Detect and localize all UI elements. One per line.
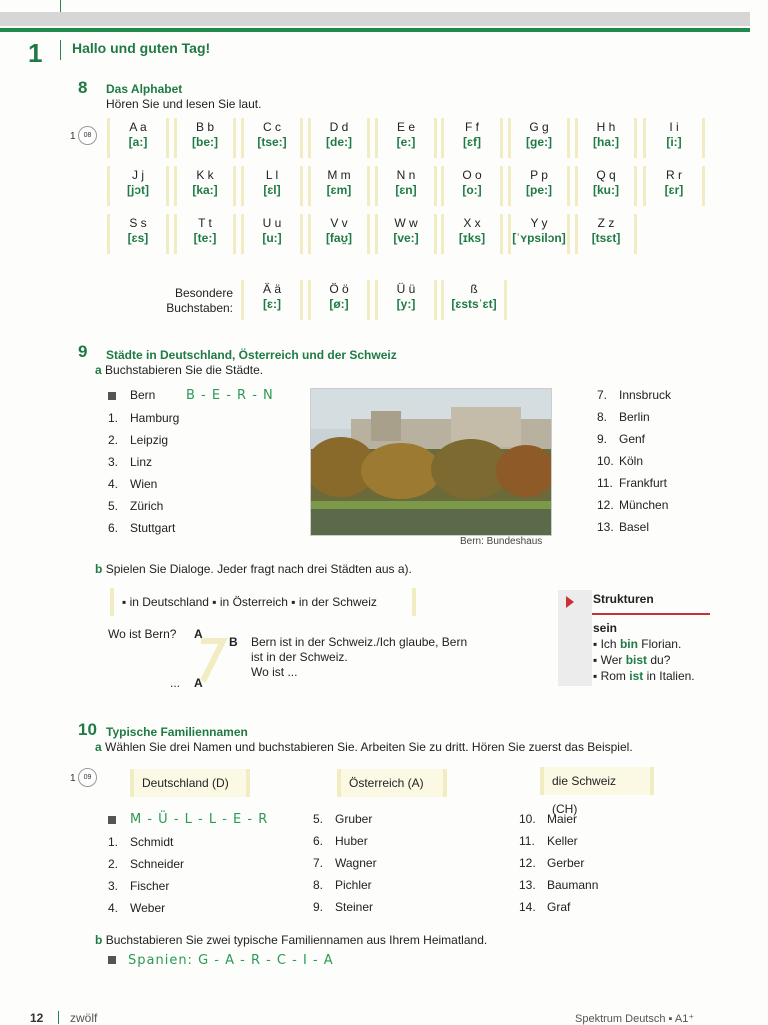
item-number: 7. — [597, 388, 608, 402]
exercise-9-number: 9 — [78, 342, 88, 361]
letter-cell — [174, 166, 236, 206]
list-item — [597, 450, 671, 472]
item-name: Schneider — [130, 857, 185, 871]
phonetic: [ɛn] — [395, 183, 417, 197]
exercise-10-title: Typische Familiennamen — [106, 725, 248, 739]
item-number: 13. — [519, 878, 536, 892]
item-name: Berlin — [619, 410, 650, 424]
item-name: Genf — [619, 432, 646, 446]
dialog-dots: ... — [170, 676, 181, 690]
list-item — [108, 875, 268, 897]
item-name: Gruber — [335, 812, 373, 826]
list-item — [519, 874, 598, 896]
names-col-1 — [108, 808, 268, 919]
special-letter-cell — [375, 280, 437, 320]
letter-cell — [375, 214, 437, 254]
exercise-9-title: Städte in Deutschland, Österreich und der Schweiz — [106, 348, 397, 362]
exercise-8-number: 8 — [78, 78, 88, 97]
structure-example — [593, 652, 695, 668]
exercise-10-number: 10 — [78, 720, 97, 739]
structure-post: in Italien. — [643, 669, 695, 683]
item-number: 9. — [313, 900, 324, 914]
phonetic: [y:] — [396, 297, 416, 311]
letter-cell — [308, 118, 370, 158]
phonetic: [o:] — [462, 183, 482, 197]
item-name: Innsbruck — [619, 388, 672, 402]
dialog-speaker-b: B — [229, 635, 238, 649]
letter-cell — [508, 118, 570, 158]
example-spelling: M - Ü - L - L - E - R — [130, 812, 269, 827]
exercise-8-title: Das Alphabet — [106, 82, 183, 96]
phonetic: [ha:] — [593, 135, 619, 149]
exercise-10b-letter: b — [95, 933, 103, 947]
item-number: 12. — [597, 498, 614, 512]
list-item — [519, 852, 598, 874]
dialog-speaker-a2: A — [194, 676, 203, 690]
chapter-title: Hallo und guten Tag! — [72, 40, 211, 56]
letter-cell — [375, 166, 437, 206]
audio-icon: 09 — [78, 768, 97, 787]
phonetic: [ɛf] — [463, 135, 481, 149]
letter-cell — [575, 118, 637, 158]
letter-cell — [241, 214, 303, 254]
list-item — [313, 808, 377, 830]
item-number: 10. — [597, 454, 614, 468]
item-name: Baumann — [547, 878, 599, 892]
letter: F f — [465, 120, 479, 134]
letter: B b — [195, 120, 214, 134]
item-name: Weber — [130, 901, 166, 915]
item-number: 6. — [108, 521, 119, 535]
list-item — [519, 830, 598, 852]
phonetic: [ɛr] — [664, 183, 684, 197]
item-name: Frankfurt — [619, 476, 668, 490]
item-number: 4. — [108, 477, 119, 491]
letter-cell — [441, 166, 503, 206]
letter-cell — [643, 118, 705, 158]
cities-left-items — [108, 407, 274, 539]
phonetic: [pe:] — [526, 183, 552, 197]
letter: Y y — [530, 216, 548, 230]
item-number: 11. — [519, 834, 535, 848]
structure-pre: ▪ Wer — [593, 653, 626, 667]
item-number: 14. — [519, 900, 536, 914]
letter: J j — [132, 168, 144, 182]
letter: C c — [263, 120, 281, 134]
phonetic: [ɪks] — [458, 231, 486, 245]
country-box-ch: die Schweiz (CH) — [540, 767, 654, 795]
example-city: Bern — [130, 388, 156, 402]
item-number: 11. — [597, 476, 613, 490]
exercise-10b-instruction — [95, 933, 487, 947]
letter: A a — [129, 120, 147, 134]
phonetic: [ˈʏpsilɔn] — [512, 231, 566, 245]
letter-cell — [575, 214, 637, 254]
phonetic: [ɛl] — [263, 183, 281, 197]
list-item — [313, 852, 377, 874]
letter-cell — [441, 118, 503, 158]
item-number: 8. — [597, 410, 608, 424]
list-item — [108, 853, 268, 875]
special-letters-label — [161, 286, 233, 316]
letter-cell — [107, 166, 169, 206]
phonetic: [e:] — [396, 135, 416, 149]
city-list-left — [108, 384, 274, 539]
list-item — [313, 896, 377, 918]
exercise-10a-letter: a — [95, 740, 102, 754]
header-tick — [60, 0, 61, 12]
item-number: 6. — [313, 834, 324, 848]
page-word: zwölf — [70, 1011, 98, 1025]
item-name: Basel — [619, 520, 650, 534]
item-name: Köln — [619, 454, 644, 468]
list-item — [597, 406, 671, 428]
letter: H h — [596, 120, 616, 134]
header-bar — [0, 12, 750, 26]
letter: R r — [666, 168, 682, 182]
city-list-right — [597, 384, 671, 538]
letter-cell — [643, 166, 705, 206]
letter: G g — [529, 120, 549, 134]
letter-cell — [241, 118, 303, 158]
phonetic: [tse:] — [257, 135, 287, 149]
example-square-icon — [108, 816, 116, 824]
special-letter-cell — [308, 280, 370, 320]
example-square-icon — [108, 956, 116, 964]
letter: P p — [530, 168, 548, 182]
structure-example — [593, 636, 695, 652]
example-spelling: B - E - R - N — [186, 388, 274, 403]
letter-cell — [174, 214, 236, 254]
list-item — [108, 831, 268, 853]
exercise-9a-instruction — [95, 363, 263, 377]
item-number: 3. — [108, 879, 119, 893]
item-number: 12. — [519, 856, 536, 870]
list-item — [108, 495, 274, 517]
letter: T t — [198, 216, 212, 230]
item-number: 2. — [108, 433, 119, 447]
exercise-9b-instruction — [95, 562, 412, 576]
letter: N n — [396, 168, 416, 182]
item-name: Stuttgart — [130, 521, 176, 535]
item-name: Wien — [130, 477, 158, 491]
location-phrases-box: ▪ in Deutschland ▪ in Österreich ▪ in der Schweiz — [110, 588, 416, 616]
list-item — [108, 451, 274, 473]
item-name: München — [619, 498, 669, 512]
letter: V v — [330, 216, 348, 230]
list-item — [108, 473, 274, 495]
phonetic: [i:] — [666, 135, 682, 149]
item-name: Pichler — [335, 878, 372, 892]
letter-cell — [308, 166, 370, 206]
exercise-9a-text: Buchstabieren Sie die Städte. — [105, 363, 264, 377]
phonetic: [jɔt] — [127, 183, 149, 197]
cd-number: 1 — [70, 773, 76, 784]
letter-cell — [508, 166, 570, 206]
list-item — [597, 384, 671, 406]
chapter-separator — [60, 40, 61, 60]
letter: U u — [262, 216, 282, 230]
item-name: Hamburg — [130, 411, 180, 425]
letter: Z z — [597, 216, 615, 230]
structures-sidebar — [558, 590, 592, 686]
exercise-9b-text: Spielen Sie Dialoge. Jeder fragt nach drei Städten aus a). — [105, 562, 412, 576]
play-arrow-icon — [566, 596, 574, 608]
letter: I i — [669, 120, 679, 134]
dialog-speaker-a1: A — [194, 627, 203, 641]
bundeshaus-photo — [310, 388, 552, 536]
exercise-10a-instruction — [95, 740, 633, 754]
letter-cell — [575, 166, 637, 206]
structure-pre: ▪ Rom — [593, 669, 630, 683]
letter: D d — [329, 120, 349, 134]
letter-cell — [241, 166, 303, 206]
special-letter-cell — [241, 280, 303, 320]
phonetic: [tsɛt] — [591, 231, 621, 245]
audio-icon: 08 — [78, 126, 97, 145]
example-spelling: Spanien: G - A - R - C - I - A — [128, 953, 334, 968]
country-box-at: Österreich (A) — [337, 769, 447, 797]
list-item — [313, 830, 377, 852]
phonetic: [ge:] — [526, 135, 552, 149]
item-name: Graf — [547, 900, 571, 914]
structure-verb: bin — [619, 637, 638, 651]
names-col-2-items — [313, 808, 377, 918]
phonetic: [ø:] — [329, 297, 349, 311]
country-box-de: Deutschland (D) — [130, 769, 250, 797]
letter-cell — [375, 118, 437, 158]
item-number: 3. — [108, 455, 119, 469]
item-name: Leipzig — [130, 433, 169, 447]
example-row — [108, 808, 268, 831]
special-label-2: Buchstaben: — [166, 301, 233, 315]
list-item — [597, 516, 671, 538]
structures-examples — [593, 636, 695, 684]
phonetic: [ɛ:] — [263, 297, 281, 311]
structure-pre: ▪ Ich — [593, 637, 620, 651]
names-col-1-items — [108, 831, 268, 919]
phonetic: [u:] — [262, 231, 282, 245]
item-name: Linz — [130, 455, 153, 469]
cd-number: 1 — [70, 131, 76, 142]
list-item — [597, 494, 671, 516]
dialog-question: Wo ist Bern? — [108, 627, 177, 641]
letter: Q q — [596, 168, 616, 182]
letter-cell — [508, 214, 570, 254]
letter: Ä ä — [262, 282, 281, 296]
letter-cell — [308, 214, 370, 254]
item-name: Keller — [547, 834, 578, 848]
structures-title: Strukturen — [593, 592, 654, 606]
item-number: 8. — [313, 878, 324, 892]
phonetic: [a:] — [128, 135, 148, 149]
list-item — [108, 429, 274, 451]
letter-cell — [107, 214, 169, 254]
special-label-1: Besondere — [174, 286, 233, 300]
phonetic: [ve:] — [393, 231, 419, 245]
phonetic: [be:] — [192, 135, 218, 149]
exercise-10a-text: Wählen Sie drei Namen und buchstabieren Sie. Arbeiten Sie zu dritt. Hören Sie zuerst das Beispiel. — [105, 740, 633, 754]
letter-cell — [441, 214, 503, 254]
phonetic: [te:] — [193, 231, 217, 245]
names-col-2 — [313, 808, 377, 918]
structure-post: Florian. — [637, 637, 682, 651]
letter: L l — [265, 168, 279, 182]
names-col-3-items — [519, 808, 598, 918]
item-name: Zürich — [130, 499, 164, 513]
letter: W w — [394, 216, 418, 230]
item-number: 4. — [108, 901, 119, 915]
list-item — [519, 896, 598, 918]
list-item — [108, 897, 268, 919]
names-col-3 — [519, 808, 598, 918]
structure-verb: bist — [625, 653, 648, 667]
letter-cell — [107, 118, 169, 158]
exercise-8-instruction: Hören Sie und lesen Sie laut. — [106, 97, 262, 111]
photo-caption: Bern: Bundeshaus — [460, 536, 543, 547]
phonetic: [ɛs] — [127, 231, 149, 245]
audio-track-09[interactable] — [70, 773, 92, 784]
chapter-number: 1 — [28, 38, 43, 68]
list-item — [313, 874, 377, 896]
item-number: 1. — [108, 411, 119, 425]
letter: K k — [196, 168, 214, 182]
item-name: Gerber — [547, 856, 585, 870]
letter: ß — [470, 282, 478, 296]
letter: E e — [396, 120, 415, 134]
item-number: 9. — [597, 432, 608, 446]
letter-cell — [174, 118, 236, 158]
letter: Ü ü — [396, 282, 416, 296]
footer-separator — [58, 1011, 59, 1024]
letter: M m — [327, 168, 351, 182]
letter: S s — [129, 216, 147, 230]
phonetic: [de:] — [326, 135, 352, 149]
letter: Ö ö — [329, 282, 349, 296]
item-number: 10. — [519, 812, 536, 826]
phonetic: [ka:] — [192, 183, 218, 197]
cities-right-items — [597, 384, 671, 538]
item-number: 13. — [597, 520, 614, 534]
phonetic: [faʊ̯] — [325, 231, 353, 245]
header-rule — [0, 28, 750, 32]
list-item — [108, 407, 274, 429]
exercise-10b-text: Buchstabieren Sie zwei typische Familiennamen aus Ihrem Heimatland. — [105, 933, 488, 947]
list-item — [597, 428, 671, 450]
dialog-answer-line-1: Bern ist in der Schweiz./Ich glaube, Bern — [251, 635, 468, 649]
list-item — [108, 517, 274, 539]
book-title: Spektrum Deutsch ▪ A1⁺ — [575, 1013, 695, 1025]
exercise-10b-example — [108, 951, 334, 969]
structure-example — [593, 668, 695, 684]
exercise-9a-letter: a — [95, 363, 102, 377]
dialog-answer — [251, 635, 467, 680]
letter: O o — [462, 168, 482, 182]
example-row — [108, 384, 274, 407]
item-number: 1. — [108, 835, 119, 849]
example-square-icon — [108, 392, 116, 400]
list-item — [597, 472, 671, 494]
page-number: 12 — [30, 1011, 44, 1025]
structures-word: sein — [593, 621, 618, 635]
structure-post: du? — [647, 653, 671, 667]
exercise-9b-letter: b — [95, 562, 103, 576]
item-name: Fischer — [130, 879, 170, 893]
dialog-answer-line-2: ist in der Schweiz. — [251, 650, 348, 664]
structures-rule — [592, 613, 710, 615]
list-item — [519, 808, 598, 830]
item-name: Steiner — [335, 900, 374, 914]
phonetic: [ɛm] — [326, 183, 352, 197]
structure-verb: ist — [629, 669, 644, 683]
special-letter-cell — [441, 280, 507, 320]
item-name: Schmidt — [130, 835, 174, 849]
audio-track-08[interactable] — [70, 131, 92, 142]
letter: X x — [463, 216, 481, 230]
phonetic: [ɛstsˈɛt] — [451, 297, 497, 311]
item-number: 5. — [108, 499, 119, 513]
item-number: 7. — [313, 856, 324, 870]
item-name: Huber — [335, 834, 368, 848]
item-name: Wagner — [335, 856, 377, 870]
item-number: 5. — [313, 812, 324, 826]
item-name: Maier — [547, 812, 578, 826]
dialog-answer-line-3: Wo ist ... — [251, 665, 298, 679]
phonetic: [ku:] — [593, 183, 619, 197]
item-number: 2. — [108, 857, 119, 871]
